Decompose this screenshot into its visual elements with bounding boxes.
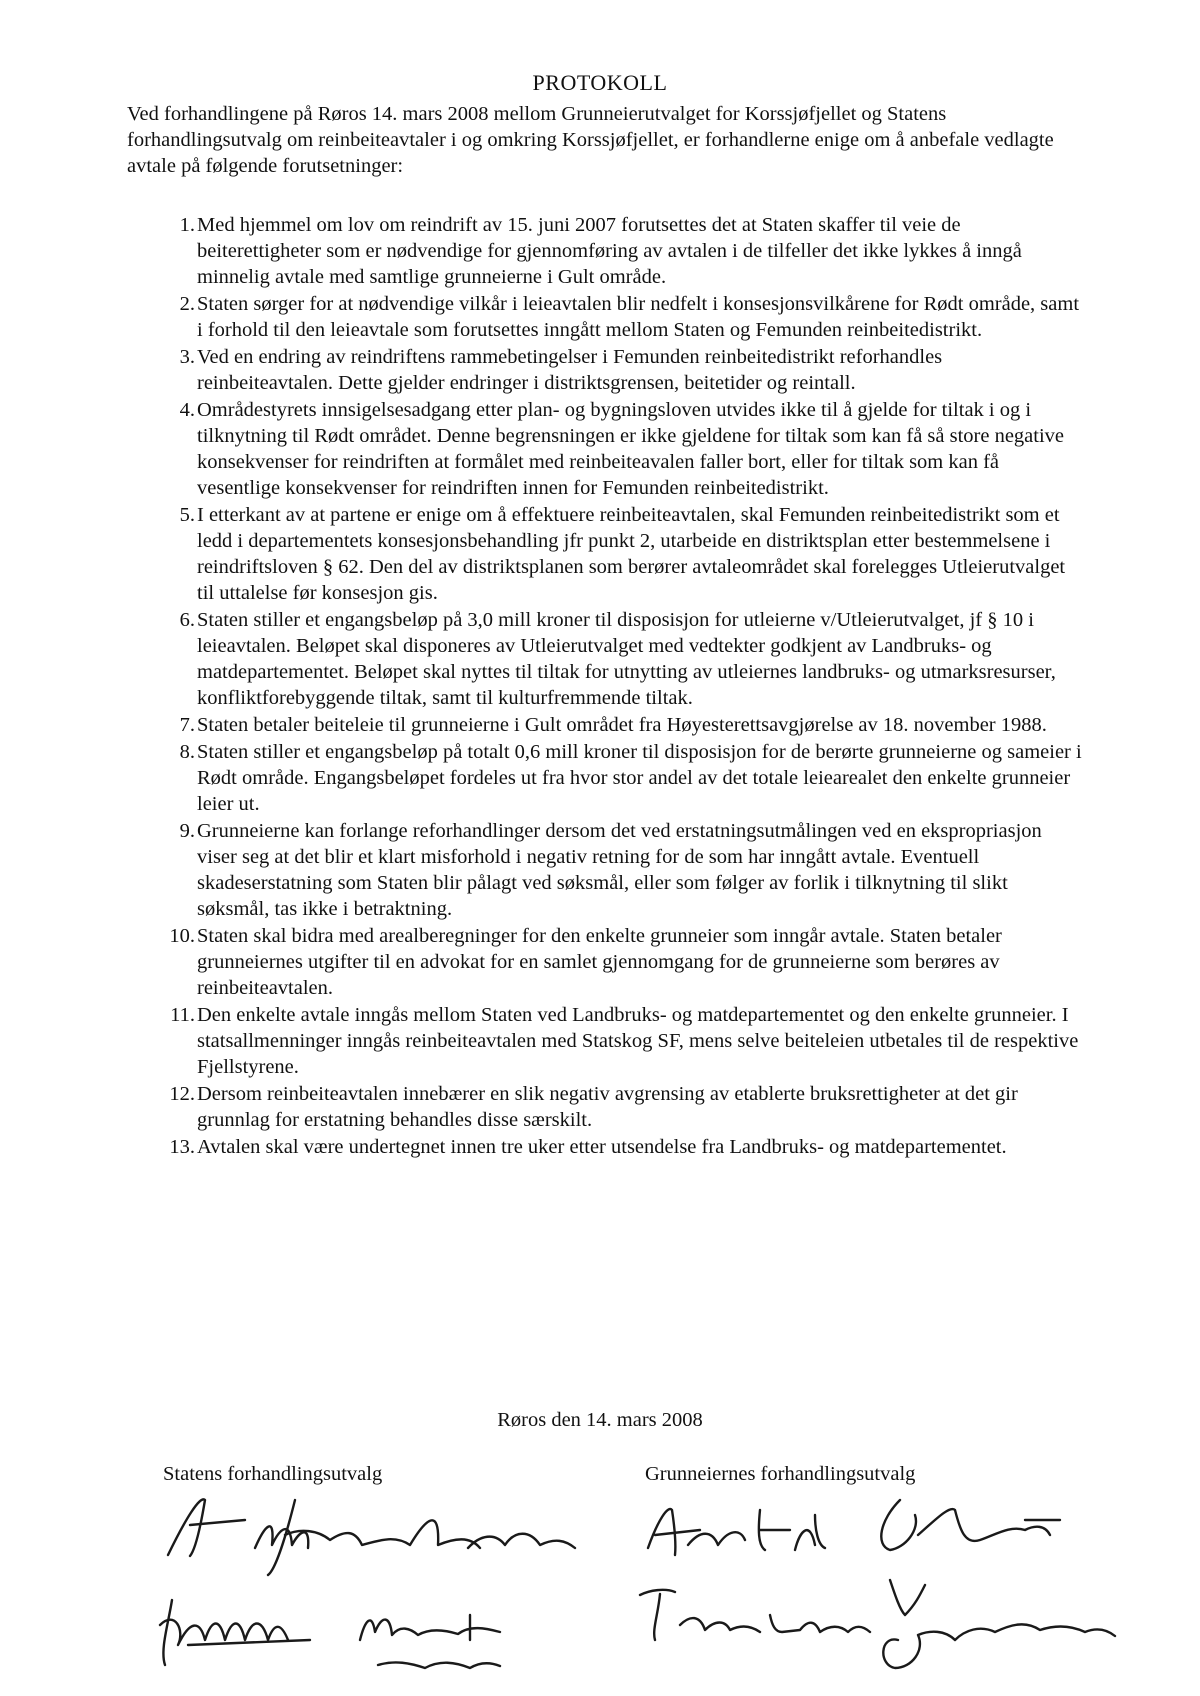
list-item [127, 818, 1082, 922]
signature-left-5 [360, 1615, 500, 1668]
item-text: Områdestyrets innsigelsesadgang etter plan- og bygningsloven utvides ikke til å gjelde for tiltak i og i tilknytning til Rødt området. Denne begrensningen er ikke gjeldene for tiltak som kan få så store negative konsekvenser for reindriften at formålet med reinbeiteavalen faller bort, eller for tiltak som kan få vesentlige konsekvenser for reindriften innen for Femunden reinbeitedistrikt. [197, 399, 1065, 499]
signature-left-2 [268, 1500, 480, 1575]
item-number: 1. [179, 214, 195, 236]
signature-right-1 [648, 1509, 825, 1555]
item-text: Staten betaler beiteleie til grunneierne i Gult området fra Høyesterettsavgjørelse av 18. november 1988. [197, 714, 1047, 736]
place-date-line: Røros den 14. mars 2008 [497, 1409, 703, 1431]
item-text: Dersom reinbeiteavtalen innebærer en slik negativ avgrensing av etablerte bruksrettigheter at det gir grunnlag for erstatning behandles disse særskilt. [197, 1083, 1018, 1131]
item-number: 10. [169, 925, 195, 947]
list-item [127, 344, 1082, 396]
item-number: 2. [179, 293, 195, 315]
list-item [127, 923, 1082, 1001]
list-item [127, 1134, 1082, 1160]
item-text: Staten stiller et engangsbeløp på 3,0 mill kroner til disposisjon for utleierne v/Utleierutvalget, jf § 10 i leieavtalen. Beløpet skal disponeres av Utleierutvalget med vedtekter godkjent av Landbruks- og matdepartementet. Beløpet skal nyttes til tiltak for utnytting av utleiernes landbruks- og utmarksresurser, konfliktforebyggende tiltak, samt til kulturfremmende tiltak. [197, 609, 1056, 709]
item-text: Staten sørger for at nødvendige vilkår i leieavtalen blir nedfelt i konsesjonsvilkårene for Rødt område, samt i forhold til den leieavtale som forutsettes inngått mellom Staten og Femunden reinbeitedistrikt. [197, 293, 1080, 341]
signature-right-2 [881, 1500, 1060, 1550]
item-number: 6. [179, 609, 195, 631]
signature-label-right: Grunneiernes forhandlingsutvalg [645, 1463, 916, 1485]
signature-right-4 [883, 1580, 1115, 1668]
item-text: Staten stiller et engangsbeløp på totalt 0,6 mill kroner til disposisjon for de berørte grunneierne og sameier i Rødt område. Engangsbeløpet fordeles ut fra hvor stor andel av det totale leiearealet den enkelte grunneier leier ut. [197, 741, 1082, 815]
item-text: Med hjemmel om lov om reindrift av 15. juni 2007 forutsettes det at Staten skaffer til veie de beiterettigheter som er nødvendige for gjennomføring av avtalen i de tilfeller det ikke lykkes å inngå minnelig avtale med samtlige grunneierne i Gult område. [197, 214, 1022, 288]
item-number: 12. [169, 1083, 195, 1105]
item-number: 11. [170, 1004, 195, 1026]
list-item [127, 212, 1082, 290]
item-number: 7. [179, 714, 195, 736]
document-title: PROTOKOLL [532, 70, 668, 95]
item-number: 5. [179, 504, 195, 526]
signature-left-3 [468, 1534, 575, 1548]
item-text: Avtalen skal være undertegnet innen tre uker etter utsendelse fra Landbruks- og matdepartementet. [197, 1136, 1007, 1158]
item-text: Ved en endring av reindriftens rammebetingelser i Femunden reinbeitedistrikt reforhandles reinbeiteavtalen. Dette gjelder endringer i distriktsgrensen, beitetider og reintall. [197, 346, 943, 394]
list-item [127, 712, 1082, 738]
signature-left-4 [160, 1600, 310, 1665]
list-item [127, 607, 1082, 711]
item-text: Grunneierne kan forlange reforhandlinger dersom det ved erstatningsutmålingen ved en ekspropriasjon viser seg at det blir et klart misforhold i negativ retning for de som har inngått avtale. Eventuell skadeserstatning som Staten blir pålagt ved søksmål, eller som følger av forlik i tilknytning til slikt søksmål, tas ikke i betraktning. [197, 820, 1042, 920]
signature-label-left: Statens forhandlingsutvalg [163, 1463, 383, 1485]
item-text: Den enkelte avtale inngås mellom Staten ved Landbruks- og matdepartementet og den enkelte grunneier. I statsallmenninger inngås reinbeiteavtalen med Statskog SF, mens selve beiteleien utbetales til de respektive Fjellstyrene. [197, 1004, 1079, 1078]
item-number: 4. [179, 399, 195, 421]
list-item [127, 502, 1082, 606]
list-item [127, 739, 1082, 817]
list-item [127, 291, 1082, 343]
item-number: 13. [169, 1136, 195, 1158]
item-number: 3. [179, 346, 195, 368]
item-text: Staten skal bidra med arealberegninger for den enkelte grunneier som inngår avtale. Staten betaler grunneiernes utgifter til en advokat for en samlet gjennomgang for de grunneierne som berøres av reinbeiteavtalen. [197, 925, 1002, 999]
item-number: 9. [179, 820, 195, 842]
condition-list [127, 212, 1082, 1161]
list-item [127, 397, 1082, 501]
signature-right-3 [640, 1590, 870, 1640]
signature-left-1 [168, 1499, 308, 1556]
item-text: I etterkant av at partene er enige om å effektuere reinbeiteavtalen, skal Femunden reinbeitedistrikt som et ledd i departementets konsesjonsbehandling jfr punkt 2, utarbeide en distriktsplan etter bestemmelsene i reindriftsloven § 62. Den del av distriktsplanen som berører avtaleområdet skal forelegges Utleierutvalget til uttalelse før konsesjon gis. [197, 504, 1066, 604]
intro-paragraph: Ved forhandlingene på Røros 14. mars 2008 mellom Grunneierutvalget for Korssjøfjellet og Statens forhandlingsutvalg om reinbeiteavtaler i og omkring Korssjøfjellet, er forhandlerne enige om å anbefale vedlagte avtale på følgende forutsetninger: [127, 103, 1054, 177]
item-number: 8. [179, 741, 195, 763]
list-item [127, 1081, 1082, 1133]
list-item [127, 1002, 1082, 1080]
